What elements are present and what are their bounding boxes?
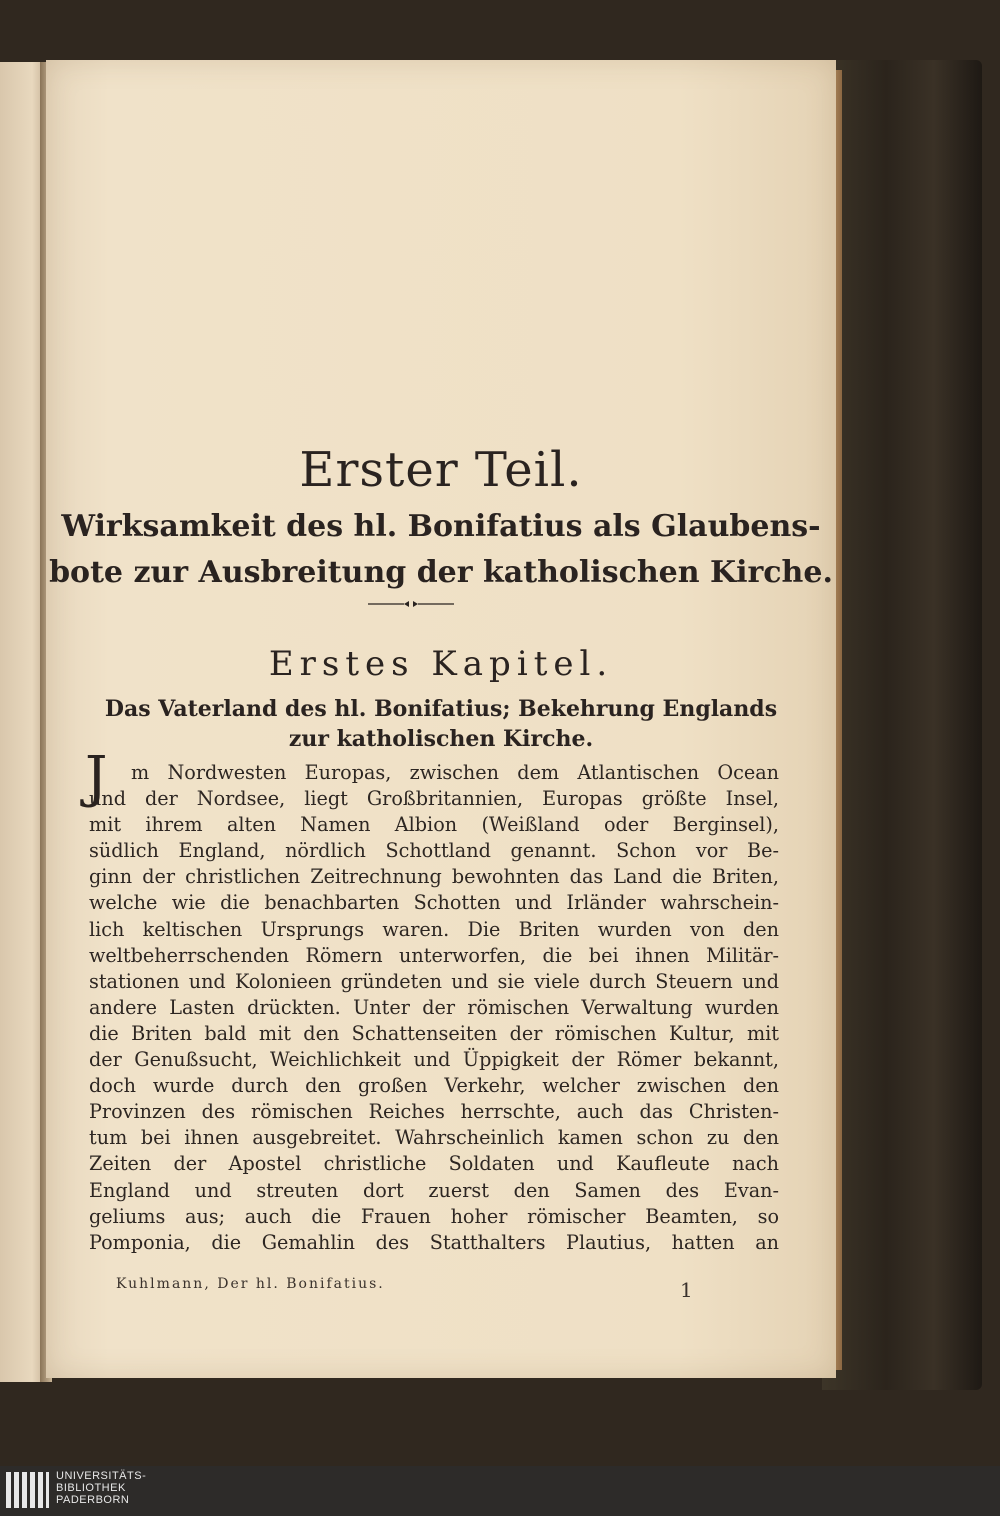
text-line: geliums aus; auch die Frauen hoher römischer Beamten, so bbox=[89, 1204, 779, 1228]
text-line: mit ihrem alten Namen Albion (Weißland oder Berginsel), bbox=[89, 813, 779, 837]
library-name-line-3: PADERBORN bbox=[56, 1494, 130, 1506]
text-line: ginn der christlichen Zeitrechnung bewohnten das Land die Briten, bbox=[89, 865, 779, 889]
text-line: lich keltischen Ursprungs waren. Die Briten wurden von den bbox=[89, 917, 779, 941]
library-name-line-1: UNIVERSITÄTS- bbox=[56, 1470, 147, 1482]
library-name bbox=[56, 1470, 146, 1506]
chapter-subtitle-line-2: zur katholischen Kirche. bbox=[288, 726, 594, 752]
book-cover bbox=[822, 60, 982, 1390]
text-line: Zeiten der Apostel christliche Soldaten und Kaufleute nach bbox=[89, 1152, 779, 1176]
text-line: doch wurde durch den großen Verkehr, welcher zwischen den bbox=[89, 1074, 779, 1098]
text-line: Provinzen des römischen Reiches herrschte, auch das Christen- bbox=[89, 1100, 779, 1124]
text-line: Pomponia, die Gemahlin des Statthalters Plautius, hatten an bbox=[89, 1230, 779, 1254]
library-bar bbox=[0, 1466, 1000, 1516]
part-subtitle-line-2: bote zur Ausbreitung der katholischen Kirche. bbox=[49, 555, 833, 590]
page-number: 1 bbox=[680, 1278, 693, 1302]
text-line: England und streuten dort zuerst den Samen des Evan- bbox=[89, 1178, 779, 1202]
footer-signature: Kuhlmann, Der hl. Bonifatius. bbox=[116, 1276, 385, 1292]
part-subtitle bbox=[46, 504, 836, 596]
text-line: und der Nordsee, liegt Großbritannien, Europas größte Insel, bbox=[89, 787, 779, 811]
book-page bbox=[46, 60, 836, 1378]
text-line: tum bei ihnen ausgebreitet. Wahrscheinlich kamen schon zu den bbox=[89, 1126, 779, 1150]
chapter-subtitle bbox=[46, 694, 836, 754]
text-line: andere Lasten drückten. Unter der römischen Verwaltung wurden bbox=[89, 995, 779, 1019]
text-line: m Nordwesten Europas, zwischen dem Atlantischen Ocean bbox=[131, 761, 779, 784]
text-line: die Briten bald mit den Schattenseiten der römischen Kultur, mit bbox=[89, 1021, 779, 1045]
text-line: der Genußsucht, Weichlichkeit und Üppigkeit der Römer bekannt, bbox=[89, 1048, 779, 1072]
divider-ornament bbox=[368, 600, 454, 608]
library-logo-icon bbox=[6, 1470, 50, 1510]
text-line: welche wie die benachbarten Schotten und Irländer wahrschein- bbox=[89, 891, 779, 915]
drop-cap: J bbox=[85, 745, 108, 810]
part-title: Erster Teil. bbox=[299, 442, 583, 498]
text-line: südlich England, nördlich Schottland genannt. Schon vor Be- bbox=[89, 839, 779, 863]
chapter-title: Erstes Kapitel. bbox=[268, 644, 614, 684]
chapter-subtitle-line-1: Das Vaterland des hl. Bonifatius; Bekehrung Englands bbox=[104, 696, 778, 722]
library-name-line-2: BIBLIOTHEK bbox=[56, 1482, 126, 1494]
text-line: weltbeherrschenden Römern unterworfen, die bei ihnen Militär- bbox=[89, 943, 779, 967]
text-line: stationen und Kolonieen gründeten und sie viele durch Steuern und bbox=[89, 969, 779, 993]
body-text bbox=[85, 745, 779, 1256]
part-subtitle-line-1: Wirksamkeit des hl. Bonifatius als Glaubens- bbox=[61, 509, 821, 544]
